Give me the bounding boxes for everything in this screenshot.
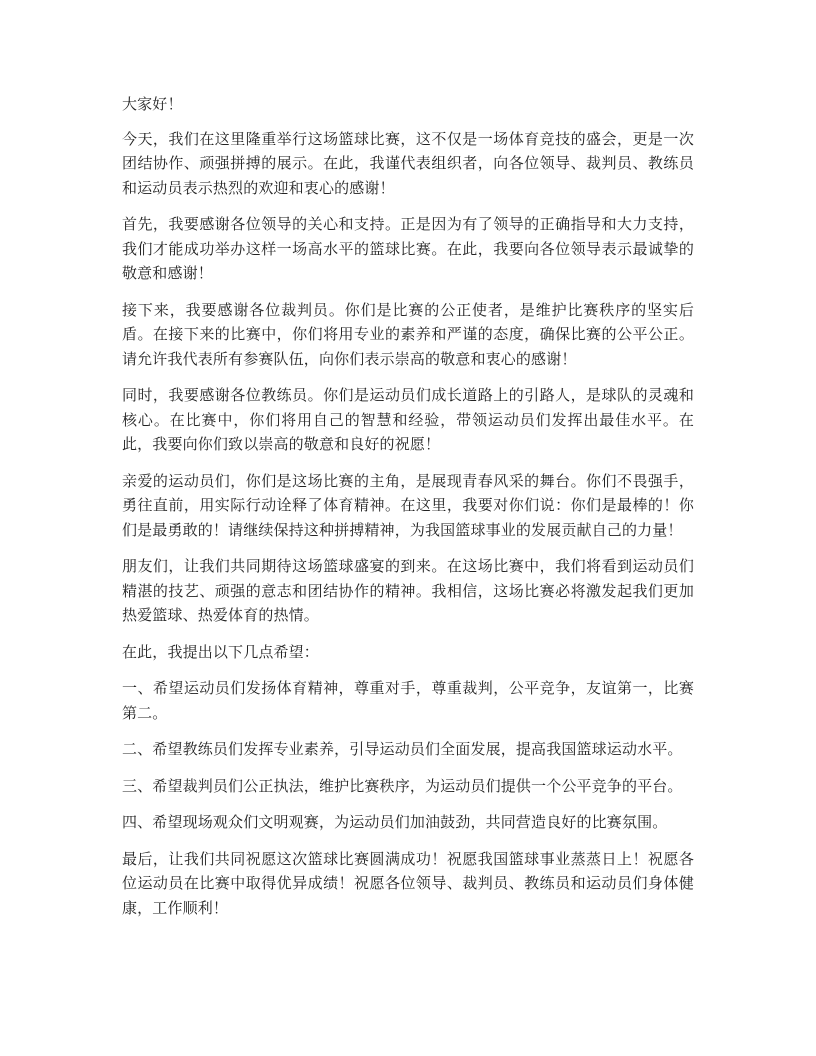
hope-item-3: 三、希望裁判员们公正执法，维护比赛秩序，为运动员们提供一个公平竞争的平台。: [122, 776, 683, 795]
hope-item-2: 二、希望教练员们发挥专业素养，引导运动员们全面发展，提高我国篮球运动水平。: [122, 740, 683, 758]
hopes-intro-paragraph: 在此，我提出以下几点希望：: [122, 642, 319, 661]
opening-paragraph: 今天，我们在这里隆重举行这场篮球比赛，这不仅是一场体育竞技的盛会，更是一次团结协作、顽强拼搏的展示。在此，我谨代表组织者，向各位领导、裁判员、教练员和运动员表示热烈的欢迎和衷心的感谢！: [122, 129, 694, 197]
hope-item-4: 四、希望现场观众们文明观赛，为运动员们加油鼓劲，共同营造良好的比赛氛围。: [122, 813, 668, 831]
thanks-referees-paragraph: 接下来，我要感谢各位裁判员。你们是比赛的公正使者，是维护比赛秩序的坚实后盾。在接下来的比赛中，你们将用专业的素养和严谨的态度，确保比赛的公平公正。请允许我代表所有参赛队伍，向你们表示崇高的敬意和衷心的感谢！: [122, 300, 694, 368]
friends-paragraph: 朋友们，让我们共同期待这场篮球盛宴的到来。在这场比赛中，我们将看到运动员们精湛的技艺、顽强的意志和团结协作的精神。我相信，这场比赛必将激发起我们更加热爱篮球、热爱体育的热情。: [122, 557, 694, 624]
greeting-paragraph: 大家好！: [122, 95, 183, 113]
athletes-paragraph: 亲爱的运动员们，你们是这场比赛的主角，是展现青春风采的舞台。你们不畏强手，勇往直前，用实际行动诠释了体育精神。在这里，我要对你们说：你们是最棒的！你们是最勇敢的！请继续保持这种拼搏精神，为我国篮球事业的发展贡献自己的力量！: [122, 471, 694, 539]
thanks-leaders-paragraph: 首先，我要感谢各位领导的关心和支持。正是因为有了领导的正确指导和大力支持，我们才能成功举办这样一场高水平的篮球比赛。在此，我要向各位领导表示最诚挚的敬意和感谢！: [122, 215, 694, 282]
thanks-coaches-paragraph: 同时，我要感谢各位教练员。你们是运动员们成长道路上的引路人，是球队的灵魂和核心。在比赛中，你们将用自己的智慧和经验，带领运动员们发挥出最佳水平。在此，我要向你们致以崇高的敬意和良好的祝愿！: [122, 386, 694, 453]
closing-paragraph: 最后，让我们共同祝愿这次篮球比赛圆满成功！祝愿我国篮球事业蒸蒸日上！祝愿各位运动员在比赛中取得优异成绩！祝愿各位领导、裁判员、教练员和运动员们身体健康，工作顺利！: [122, 849, 694, 917]
hope-item-1: 一、希望运动员们发扬体育精神，尊重对手，尊重裁判，公平竞争，友谊第一，比赛第二。: [122, 679, 694, 722]
